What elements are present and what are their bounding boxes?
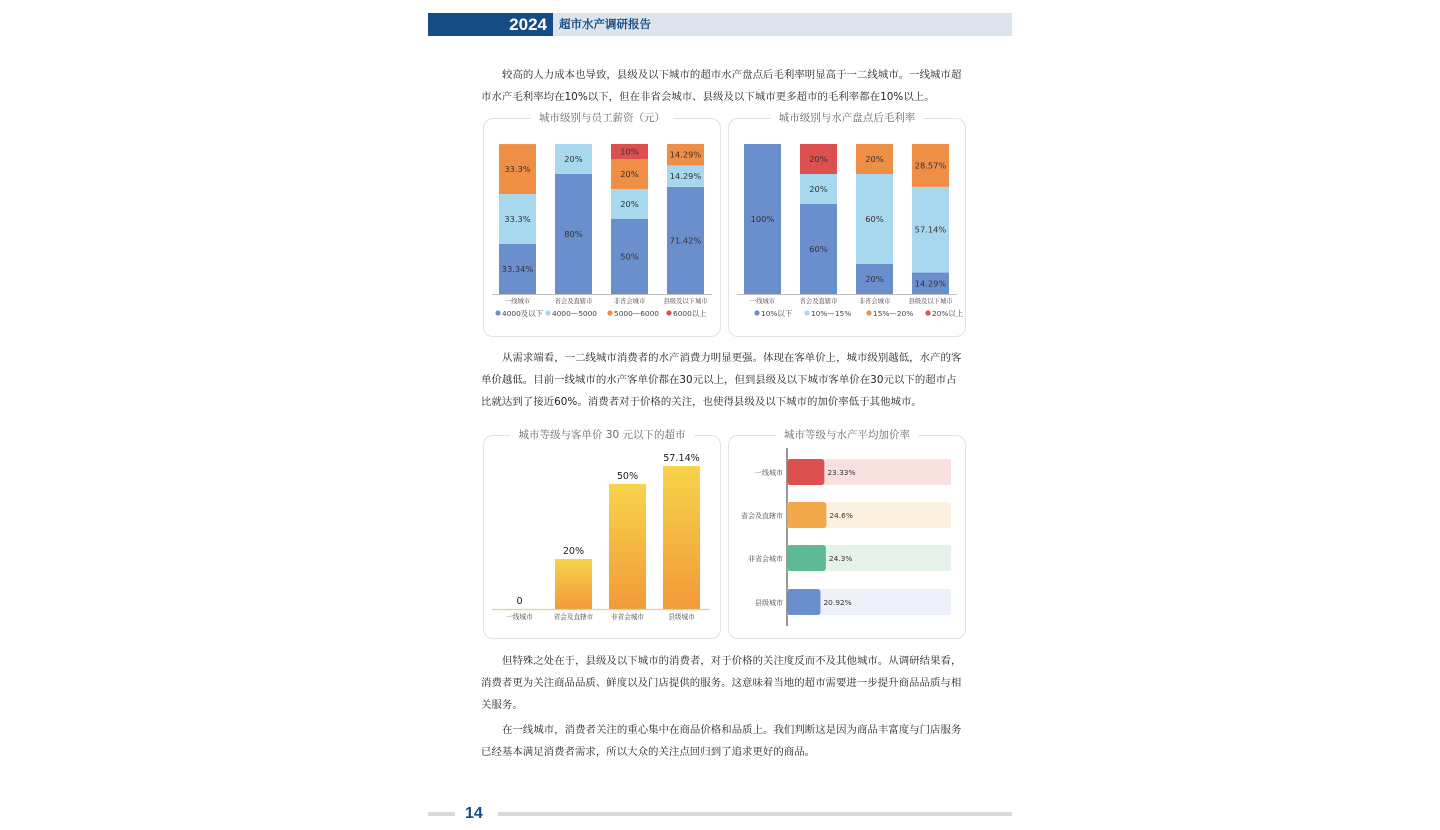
data-label: 14.29% (914, 278, 947, 289)
data-label: 33.3% (504, 164, 531, 175)
y-tick-label: 县级城市 (755, 599, 783, 607)
header-title: 超市水产调研报告 (559, 17, 651, 31)
data-label: 57.14% (663, 453, 700, 464)
legend-marker (925, 310, 930, 315)
chart-title-low-price: 城市等级与客单价 30 元以下的超市 (484, 428, 720, 442)
x-tick-label: 县级及以下城市 (908, 298, 953, 305)
data-label: 0 (516, 596, 523, 607)
legend-label: 20%以上 (932, 309, 964, 318)
legend-marker (666, 310, 671, 315)
bar (787, 502, 826, 528)
data-label: 14.29% (669, 171, 702, 182)
paragraph-demand: 从需求端看，一二线城市消费者的水产消费力明显更强。体现在客单价上，城市级别越低，水产的客单价越低。目前一线城市的水产客单价都在30元以上，但到县级及以下城市客单价在30元以下的超市占比就达到了接近60%。消费者对于价格的关注，也使得县级及以下城市的加价率低于其他城市。 (481, 352, 962, 408)
footer-bar-left (428, 812, 455, 816)
x-tick-label: 一线城市 (506, 613, 533, 621)
page-number: 14 (465, 805, 483, 822)
legend-label: 10%以下 (761, 309, 793, 318)
x-tick-label: 省会及直辖市 (553, 613, 594, 621)
legend-label: 15%—20% (873, 309, 914, 318)
data-label: 20% (564, 154, 583, 164)
data-label: 100% (750, 214, 775, 224)
legend-marker (495, 310, 500, 315)
data-label: 28.57% (914, 160, 947, 171)
header-year-block (428, 13, 553, 36)
stacked-bar-chart-margin (729, 119, 965, 336)
paragraph-county-consumers: 但特殊之处在于，县级及以下城市的消费者，对于价格的关注度反而不及其他城市。从调研结果看，消费者更为关注商品品质、鲜度以及门店提供的服务。这意味着当地的超市需要进一步提升商品品质与相关服务。 (481, 655, 962, 711)
data-label: 24.6% (829, 511, 853, 520)
y-tick-label: 一线城市 (755, 469, 783, 477)
data-label: 14.29% (669, 149, 702, 160)
x-tick-label: 非省会城市 (611, 613, 644, 621)
bar (787, 545, 826, 571)
data-label: 80% (564, 229, 583, 239)
data-label: 33.3% (504, 214, 531, 225)
legend-marker (754, 310, 759, 315)
data-label: 20.92% (823, 598, 852, 607)
legend-label: 6000以上 (673, 309, 707, 318)
data-label: 20% (865, 274, 884, 284)
data-label: 20% (809, 154, 828, 164)
legend-label: 4000及以下 (502, 309, 543, 318)
bar (787, 459, 824, 485)
x-tick-label: 非省会城市 (858, 298, 891, 305)
legend-label: 4000—5000 (552, 309, 598, 318)
chart-panel-margin (728, 112, 966, 337)
data-label: 24.3% (828, 554, 853, 563)
data-label: 57.14% (914, 224, 947, 235)
chart-title-markup: 城市等级与水产平均加价率 (729, 428, 965, 442)
bar (663, 466, 700, 609)
data-label: 33.34% (501, 263, 534, 274)
data-label: 20% (620, 169, 639, 179)
chart-title-salary: 城市级别与员工薪资（元） (484, 111, 720, 125)
data-label: 71.42% (669, 235, 702, 246)
x-tick-label: 省会及直辖市 (799, 298, 838, 305)
chart-panel-salary (483, 112, 721, 337)
x-tick-label: 一线城市 (749, 298, 776, 305)
chart-panel-low-price (483, 429, 721, 639)
data-label: 60% (865, 214, 884, 224)
data-label: 23.33% (827, 468, 856, 477)
legend-marker (607, 310, 612, 315)
document-page (428, 0, 1012, 830)
bar (787, 589, 820, 615)
legend-label: 5000—6000 (614, 309, 660, 318)
chart-title-margin: 城市级别与水产盘点后毛利率 (729, 111, 965, 125)
data-label: 20% (562, 545, 585, 557)
x-tick-label: 省会及直辖市 (554, 298, 593, 305)
data-label: 50% (620, 251, 639, 262)
data-label: 50% (616, 470, 639, 482)
hbar-chart-markup (729, 436, 965, 638)
chart-panel-markup (728, 429, 966, 639)
header-year: 2024 (509, 15, 547, 34)
legend-marker (866, 310, 871, 315)
data-label: 20% (865, 154, 884, 164)
y-tick-label: 省会及直辖市 (741, 512, 783, 520)
data-label: 20% (809, 184, 828, 194)
footer-bar-right (498, 812, 1012, 816)
data-label: 10% (620, 146, 639, 157)
legend-marker (804, 310, 809, 315)
paragraph-margin-intro: 较高的人力成本也导致，县级及以下城市的超市水产盘点后毛利率明显高于一二线城市。一线城市超市水产毛利率均在10%以下，但在非省会城市、县级及以下城市更多超市的毛利率都在10%以上。 (481, 69, 962, 103)
x-tick-label: 非省会城市 (613, 298, 646, 305)
x-tick-label: 县级城市 (668, 613, 695, 621)
bar (555, 559, 592, 609)
data-label: 60% (809, 244, 828, 254)
y-tick-label: 非省会城市 (748, 555, 783, 563)
data-label: 20% (620, 199, 639, 209)
paragraph-tier1-consumers: 在一线城市，消费者关注的重心集中在商品价格和品质上。我们判断这是因为商品丰富度与门店服务已经基本满足消费者需求，所以大众的关注点回归到了追求更好的商品。 (481, 724, 962, 758)
legend-label: 10%—15% (811, 309, 852, 318)
x-tick-label: 县级及以下城市 (663, 298, 708, 305)
bar (609, 484, 646, 609)
bar-chart-low-price (484, 436, 720, 638)
x-tick-label: 一线城市 (504, 298, 531, 305)
stacked-bar-chart-salary (484, 119, 720, 336)
header-title-block (553, 13, 1012, 36)
legend-marker (545, 310, 550, 315)
